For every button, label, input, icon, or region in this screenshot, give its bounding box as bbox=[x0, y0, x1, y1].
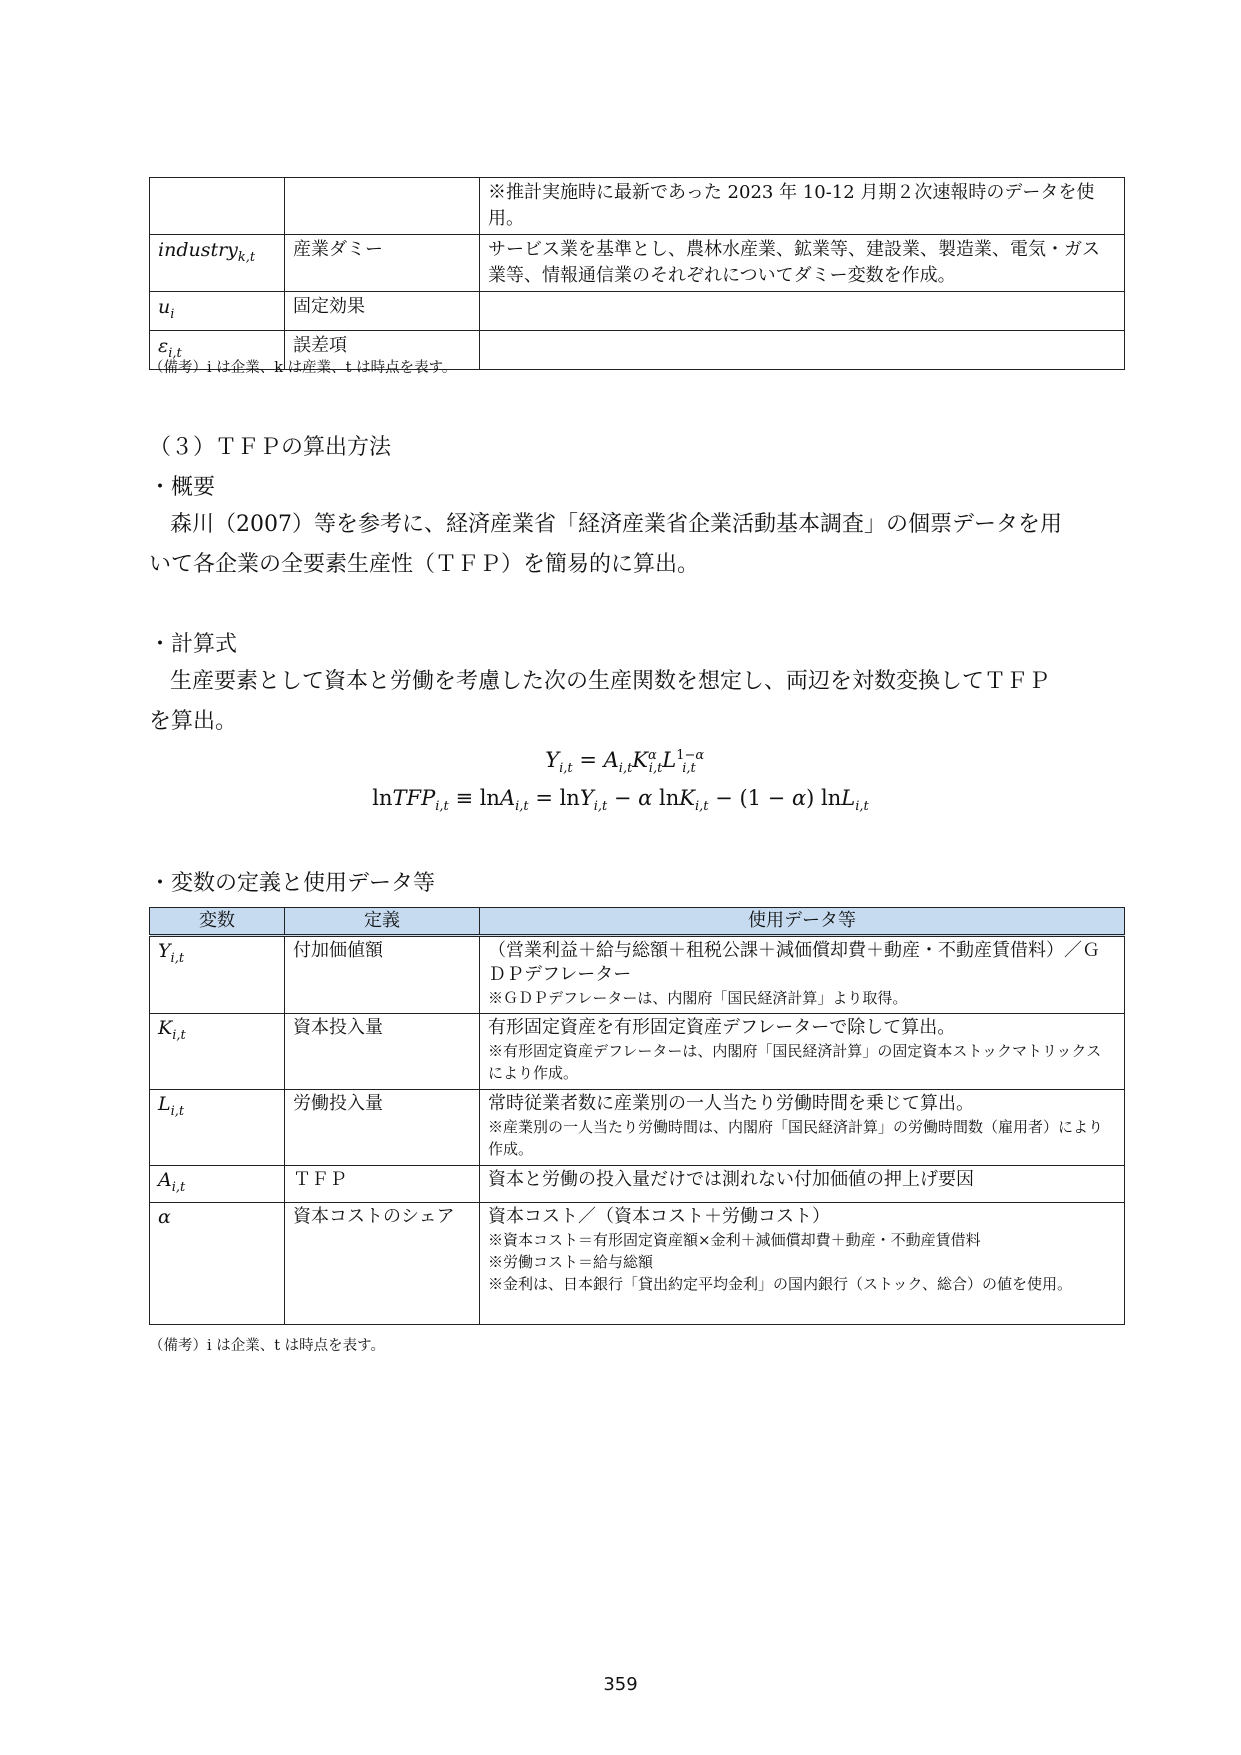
overview-text-line2: いて各企業の全要素生産性（ＴＦＰ）を簡易的に算出。 bbox=[149, 552, 700, 577]
table-cell-var bbox=[150, 178, 285, 235]
column-header: 使用データ等 bbox=[480, 908, 1125, 936]
table-cell-var: industry$_{k,t}$ bbox=[150, 235, 285, 292]
table-cell-definition: 資本投入量 bbox=[285, 1014, 480, 1090]
variables-table-continued bbox=[149, 177, 1125, 370]
table-cell-var: α bbox=[150, 1202, 285, 1324]
table-cell-var: $Y_{i,t}$ bbox=[150, 936, 285, 1014]
vars-heading: ・変数の定義と使用データ等 bbox=[149, 871, 436, 896]
table-cell-var: $u_i$ bbox=[150, 292, 285, 331]
table-cell-definition bbox=[285, 178, 480, 235]
variables-definition-table bbox=[149, 907, 1125, 1325]
overview-heading: ・概要 bbox=[149, 475, 216, 500]
table-row bbox=[150, 235, 1125, 292]
overview-text-line1: 森川（2007）等を参考に、経済産業省「経済産業省企業活動基本調査」の個票データを用 bbox=[170, 512, 1062, 537]
table-header-row bbox=[150, 908, 1125, 936]
table-cell-data: 有形固定資産を有形固定資産デフレーターで除して算出。 ※有形固定資産デフレーターは、内閣府「国民経済計算」の固定資本ストックマトリックスにより作成。 bbox=[480, 1014, 1125, 1090]
table-cell-definition: 産業ダミー bbox=[285, 235, 480, 292]
production-function-formula: $Y_{i,t} = A_{i,t}K^\alpha_{i,t}L^{1-\alpha}_{i,t}$ bbox=[545, 748, 705, 777]
table-cell-data: 常時従業者数に産業別の一人当たり労働時間を乗じて算出。 ※産業別の一人当たり労働時間は、内閣府「国民経済計算」の労働時間数（雇用者）により作成。 bbox=[480, 1090, 1125, 1166]
page-number: 359 bbox=[603, 1674, 638, 1695]
table-row bbox=[150, 292, 1125, 331]
table-cell-var: $A_{i,t}$ bbox=[150, 1166, 285, 1203]
table-row bbox=[150, 178, 1125, 235]
table-cell-definition: 資本コストのシェア bbox=[285, 1202, 480, 1324]
table-cell-data bbox=[480, 292, 1125, 331]
table-cell-data: 資本コスト／（資本コスト＋労働コスト） ※資本コスト＝有形固定資産額×金利＋減価償却費＋動産・不動産賃借料 ※労働コスト＝給与総額 ※金利は、日本銀行「貸出約定平均金利」の国内銀行（ストック、総合）の値を使用。 bbox=[480, 1202, 1125, 1324]
formula-text-line2: を算出。 bbox=[149, 709, 238, 734]
table2-note: （備考）i は企業、t は時点を表す。 bbox=[149, 1338, 386, 1354]
table-cell-definition: 労働投入量 bbox=[285, 1090, 480, 1166]
column-header: 変数 bbox=[150, 908, 285, 936]
table-cell-data: （営業利益＋給与総額＋租税公課＋減価償却費＋動産・不動産賃借料）／ＧＤＰデフレーター ※ＧＤＰデフレーターは、内閣府「国民経済計算」より取得。 bbox=[480, 936, 1125, 1014]
table-cell-var: $L_{i,t}$ bbox=[150, 1090, 285, 1166]
section-heading: （３）ＴＦＰの算出方法 bbox=[149, 435, 392, 460]
table-row bbox=[150, 1166, 1125, 1203]
formula-heading: ・計算式 bbox=[149, 632, 238, 657]
table-cell-data bbox=[480, 330, 1125, 369]
table-cell-definition: 誤差項 bbox=[285, 330, 480, 369]
table-row bbox=[150, 936, 1125, 1014]
table1-note: （備考）i は企業、k は産業、t は時点を表す。 bbox=[149, 360, 457, 376]
table-cell-definition: 固定効果 bbox=[285, 292, 480, 331]
column-header: 定義 bbox=[285, 908, 480, 936]
table-cell-data: ※推計実施時に最新であった 2023 年 10-12 月期２次速報時のデータを使用。 bbox=[480, 178, 1125, 235]
table-cell-definition: 付加価値額 bbox=[285, 936, 480, 1014]
table-cell-data: サービス業を基準とし、農林水産業、鉱業等、建設業、製造業、電気・ガス業等、情報通信業のそれぞれについてダミー変数を作成。 bbox=[480, 235, 1125, 292]
tfp-log-formula: lnTFP$_{i,t}$ ≡ lnA$_{i,t}$ = lnY$_{i,t}$ − α lnK$_{i,t}$ − (1 − α) lnL$_{i,t}$ bbox=[372, 786, 869, 815]
table-row bbox=[150, 1202, 1125, 1324]
table-cell-var: $\varepsilon_{i,t}$ bbox=[150, 330, 285, 369]
table-cell-definition: ＴＦＰ bbox=[285, 1166, 480, 1203]
table-row bbox=[150, 1014, 1125, 1090]
formula-text-line1: 生産要素として資本と労働を考慮した次の生産関数を想定し、両辺を対数変換してＴＦＰ bbox=[170, 669, 1051, 694]
table-cell-data: 資本と労働の投入量だけでは測れない付加価値の押上げ要因 bbox=[480, 1166, 1125, 1203]
table-cell-var: $K_{i,t}$ bbox=[150, 1014, 285, 1090]
table-row bbox=[150, 1090, 1125, 1166]
